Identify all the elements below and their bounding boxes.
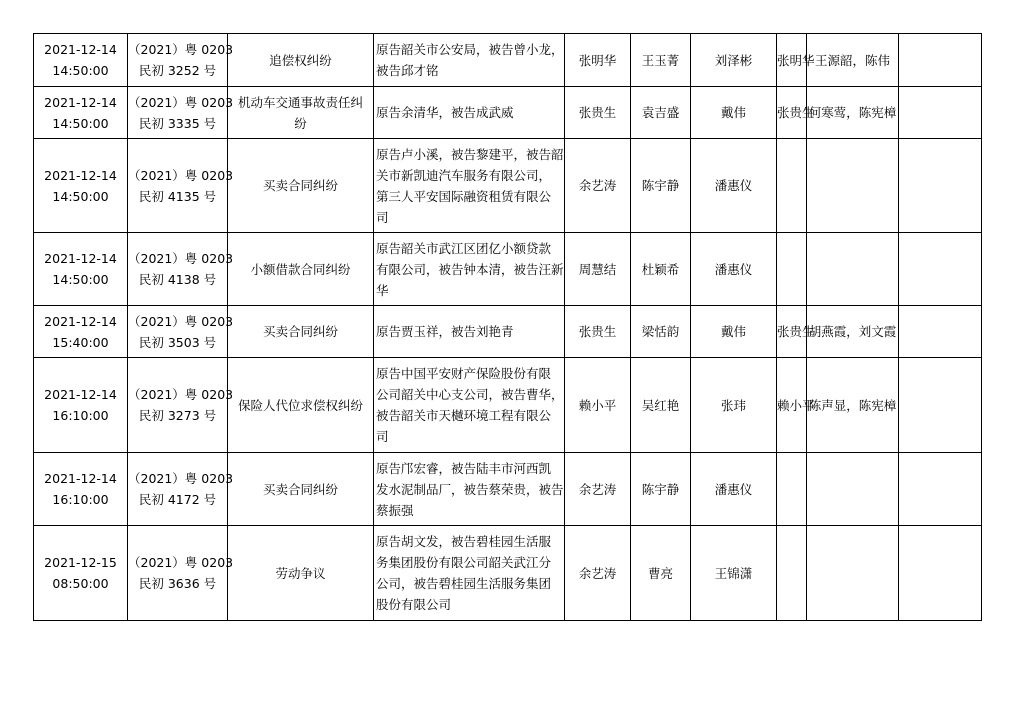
table-row [34, 34, 982, 87]
extra-cell [899, 358, 982, 453]
presiding-judge-cell [777, 34, 815, 87]
case-cause-cell [228, 34, 374, 87]
assistant-cell [691, 233, 777, 306]
parties-cell-line: 股份有限公司 [376, 597, 452, 612]
parties-cell-line: 原告余清华，被告成武威 [376, 105, 514, 120]
parties-cell-line: 有限公司，被告钟本清，被告汪新 [376, 261, 564, 277]
presiding-judge-cell [777, 358, 815, 453]
assistant-cell [691, 139, 777, 233]
assistant-cell [691, 358, 777, 453]
assistant-cell-line: 张玮 [720, 397, 746, 413]
clerk-cell-line: 曹亮 [647, 565, 673, 581]
judge-cell-line: 余艺涛 [578, 178, 617, 193]
case-cause-cell [228, 233, 374, 306]
presiding-judge-cell [777, 139, 807, 233]
parties-cell-line: 蔡振强 [376, 502, 414, 518]
judge-cell-line: 周慧结 [578, 261, 617, 277]
hearing-datetime-cell-line: 14:50:00 [52, 115, 109, 131]
case-number-cell [128, 306, 234, 358]
case-cause-cell [228, 453, 374, 526]
presiding-judge-cell-line: 张贵生 [777, 324, 815, 339]
parties-cell [374, 526, 565, 621]
clerk-cell-line: 梁恬韵 [641, 324, 680, 339]
clerk-cell [631, 526, 691, 621]
jurors-cell [807, 139, 899, 233]
table-row [34, 453, 982, 526]
parties-cell-line: 原告贾玉祥，被告刘艳青 [376, 324, 514, 339]
case-cause-cell [228, 526, 374, 621]
judge-cell-line: 张贵生 [578, 105, 617, 120]
table-row [34, 526, 982, 621]
jurors-cell-line: 王源韶，陈伟 [814, 52, 890, 68]
hearing-datetime-cell-line: 2021-12-14 [44, 251, 117, 266]
case-number-cell-line: （2021）粤 0203 [128, 555, 234, 570]
parties-cell [374, 306, 565, 358]
case-cause-cell [228, 139, 374, 233]
parties-cell [374, 358, 565, 453]
jurors-cell [807, 526, 899, 621]
presiding-judge-cell [777, 526, 807, 621]
clerk-cell [631, 453, 691, 526]
case-cause-cell-line: 买卖合同纠纷 [262, 481, 338, 497]
extra-cell [899, 139, 982, 233]
case-number-cell-line: （2021）粤 0203 [128, 94, 234, 110]
jurors-cell [807, 358, 899, 453]
hearing-datetime-cell-line: 15:40:00 [52, 334, 109, 350]
clerk-cell-line: 袁吉盛 [641, 105, 680, 120]
case-cause-cell-line: 买卖合同纠纷 [262, 178, 338, 193]
assistant-cell [691, 34, 777, 87]
clerk-cell-line: 吴红艳 [641, 397, 680, 413]
case-cause-cell-line: 机动车交通事故责任纠 [237, 94, 363, 110]
jurors-cell-line: 何寒莺，陈宪樟 [808, 105, 897, 120]
judge-cell [565, 139, 631, 233]
presiding-judge-cell-line: 张贵生 [777, 105, 815, 120]
case-number-cell-line: （2021）粤 0203 [128, 471, 234, 486]
jurors-cell [807, 34, 899, 87]
table-row [34, 87, 982, 139]
parties-cell-line: 原告韶关市公安局，被告曾小龙， [376, 42, 564, 57]
hearing-datetime-cell-line: 16:10:00 [52, 492, 109, 507]
judge-cell [565, 453, 631, 526]
clerk-cell [631, 306, 691, 358]
assistant-cell [691, 87, 777, 139]
case-cause-cell [228, 87, 374, 139]
parties-cell-line: 发水泥制品厂，被告蔡荣贵，被告 [376, 481, 564, 497]
case-number-cell [128, 453, 234, 526]
case-cause-cell [228, 358, 374, 453]
case-number-cell-line: 民初 4138 号 [138, 272, 217, 287]
parties-cell-line: 务集团股份有限公司韶关武江分 [376, 555, 552, 570]
case-number-cell [128, 139, 234, 233]
parties-cell-line: 公司韶关中心支公司，被告曹华， [376, 387, 564, 402]
case-number-cell-line: 民初 3335 号 [138, 115, 217, 131]
table-row [34, 358, 982, 453]
clerk-cell-line: 陈宇静 [641, 481, 680, 497]
assistant-cell-line: 刘泽彬 [714, 52, 753, 68]
case-number-cell-line: （2021）粤 0203 [128, 167, 234, 183]
assistant-cell-line: 戴伟 [720, 324, 746, 339]
judge-cell-line: 余艺涛 [578, 481, 617, 497]
assistant-cell [691, 453, 777, 526]
assistant-cell [691, 306, 777, 358]
case-number-cell-line: 民初 3252 号 [138, 63, 217, 78]
case-number-cell-line: （2021）粤 0203 [128, 313, 234, 329]
parties-cell-line: 原告邝宏睿，被告陆丰市河西凯 [376, 460, 552, 476]
case-number-cell-line: （2021）粤 0203 [128, 387, 234, 402]
assistant-cell-line: 潘惠仪 [714, 261, 753, 277]
case-number-cell-line: 民初 4172 号 [138, 492, 217, 507]
hearing-datetime-cell [34, 526, 128, 621]
hearing-datetime-cell-line: 2021-12-15 [44, 555, 117, 570]
case-cause-cell-line: 保险人代位求偿权纠纷 [237, 397, 363, 413]
case-number-cell-line: 民初 4135 号 [138, 188, 217, 204]
extra-cell [899, 453, 982, 526]
jurors-cell [807, 87, 899, 139]
case-cause-cell-line: 纷 [294, 115, 307, 131]
parties-cell [374, 87, 565, 139]
hearing-datetime-cell-line: 2021-12-14 [44, 167, 117, 183]
judge-cell [565, 306, 631, 358]
judge-cell [565, 526, 631, 621]
parties-cell-line: 第三人平安国际融资租赁有限公 [376, 188, 552, 204]
case-number-cell [128, 34, 234, 87]
hearing-datetime-cell-line: 2021-12-14 [44, 471, 117, 486]
parties-cell-line: 原告韶关市武江区团亿小额贷款 [376, 240, 552, 256]
case-number-cell [128, 358, 234, 453]
parties-cell [374, 139, 565, 233]
judge-cell [565, 34, 631, 87]
clerk-cell-line: 陈宇静 [641, 178, 680, 193]
presiding-judge-cell-line: 赖小平 [777, 397, 815, 413]
presiding-judge-cell [777, 453, 807, 526]
hearing-datetime-cell-line: 2021-12-14 [44, 387, 117, 402]
judge-cell [565, 87, 631, 139]
judge-cell-line: 张明华 [578, 52, 617, 68]
case-cause-cell-line: 买卖合同纠纷 [262, 324, 338, 339]
hearing-datetime-cell-line: 14:50:00 [52, 63, 109, 78]
assistant-cell [691, 526, 777, 621]
case-number-cell-line: 民初 3273 号 [138, 408, 217, 423]
judge-cell-line: 余艺涛 [578, 565, 617, 581]
jurors-cell [807, 453, 899, 526]
judge-cell-line: 赖小平 [578, 397, 617, 413]
case-number-cell [128, 87, 234, 139]
assistant-cell-line: 潘惠仪 [714, 178, 753, 193]
hearing-datetime-cell-line: 08:50:00 [52, 576, 109, 591]
table-row [34, 139, 982, 233]
case-number-cell [128, 526, 234, 621]
hearing-datetime-cell-line: 2021-12-14 [44, 42, 117, 57]
hearing-datetime-cell [34, 453, 128, 526]
judge-cell-line: 张贵生 [578, 324, 617, 339]
presiding-judge-cell [777, 233, 807, 306]
jurors-cell [807, 233, 899, 306]
presiding-judge-cell [777, 87, 815, 139]
jurors-cell-line: 陈声显，陈宪樟 [808, 397, 897, 413]
judge-cell [565, 233, 631, 306]
parties-cell-line: 原告胡文发，被告碧桂园生活服 [376, 534, 552, 549]
clerk-cell [631, 233, 691, 306]
extra-cell [899, 233, 982, 306]
presiding-judge-cell-line: 张明华 [777, 52, 815, 68]
hearing-datetime-cell [34, 34, 128, 87]
extra-cell [899, 87, 982, 139]
hearing-datetime-cell [34, 358, 128, 453]
parties-cell-line: 原告中国平安财产保险股份有限 [376, 366, 552, 381]
clerk-cell [631, 87, 691, 139]
clerk-cell-line: 杜颖希 [641, 261, 680, 277]
case-cause-cell-line: 追偿权纠纷 [269, 52, 332, 68]
parties-cell-line: 原告卢小溪，被告黎建平，被告韶 [376, 146, 564, 162]
parties-cell-line: 华 [376, 282, 389, 298]
jurors-cell [807, 306, 899, 358]
parties-cell [374, 233, 565, 306]
parties-cell-line: 被告邱才铭 [376, 63, 439, 78]
table-row [34, 233, 982, 306]
hearing-datetime-cell [34, 233, 128, 306]
parties-cell [374, 34, 565, 87]
case-cause-cell-line: 劳动争议 [275, 565, 326, 581]
jurors-cell-line: 胡燕霞，刘文霞 [808, 324, 897, 339]
parties-cell-line: 关市新凯迪汽车服务有限公司， [376, 167, 552, 183]
clerk-cell [631, 34, 691, 87]
hearing-datetime-cell-line: 2021-12-14 [44, 94, 117, 110]
hearing-datetime-cell-line: 14:50:00 [52, 272, 109, 287]
hearing-datetime-cell [34, 306, 128, 358]
clerk-cell-line: 王玉菁 [641, 52, 680, 68]
case-number-cell-line: 民初 3503 号 [138, 334, 217, 350]
table-body [34, 34, 982, 621]
parties-cell-line: 公司，被告碧桂园生活服务集团 [376, 576, 552, 591]
assistant-cell-line: 戴伟 [720, 105, 746, 120]
clerk-cell [631, 358, 691, 453]
hearing-schedule-table [33, 33, 982, 621]
hearing-datetime-cell [34, 87, 128, 139]
parties-cell-line: 被告韶关市天樾环境工程有限公 [376, 408, 552, 423]
case-cause-cell [228, 306, 374, 358]
parties-cell-line: 司 [376, 429, 389, 444]
assistant-cell-line: 王锦潇 [714, 565, 753, 581]
case-number-cell-line: 民初 3636 号 [138, 576, 217, 591]
extra-cell [899, 526, 982, 621]
clerk-cell [631, 139, 691, 233]
parties-cell-line: 司 [376, 209, 389, 225]
case-number-cell-line: （2021）粤 0203 [128, 42, 234, 57]
assistant-cell-line: 潘惠仪 [714, 481, 753, 497]
case-number-cell-line: （2021）粤 0203 [128, 251, 234, 266]
presiding-judge-cell [777, 306, 815, 358]
extra-cell [899, 306, 982, 358]
case-number-cell [128, 233, 234, 306]
judge-cell [565, 358, 631, 453]
parties-cell [374, 453, 565, 526]
extra-cell [899, 34, 982, 87]
hearing-datetime-cell-line: 16:10:00 [52, 408, 109, 423]
hearing-datetime-cell-line: 14:50:00 [52, 188, 109, 204]
hearing-datetime-cell-line: 2021-12-14 [44, 313, 117, 329]
table-row [34, 306, 982, 358]
hearing-datetime-cell [34, 139, 128, 233]
case-cause-cell-line: 小额借款合同纠纷 [250, 261, 351, 277]
